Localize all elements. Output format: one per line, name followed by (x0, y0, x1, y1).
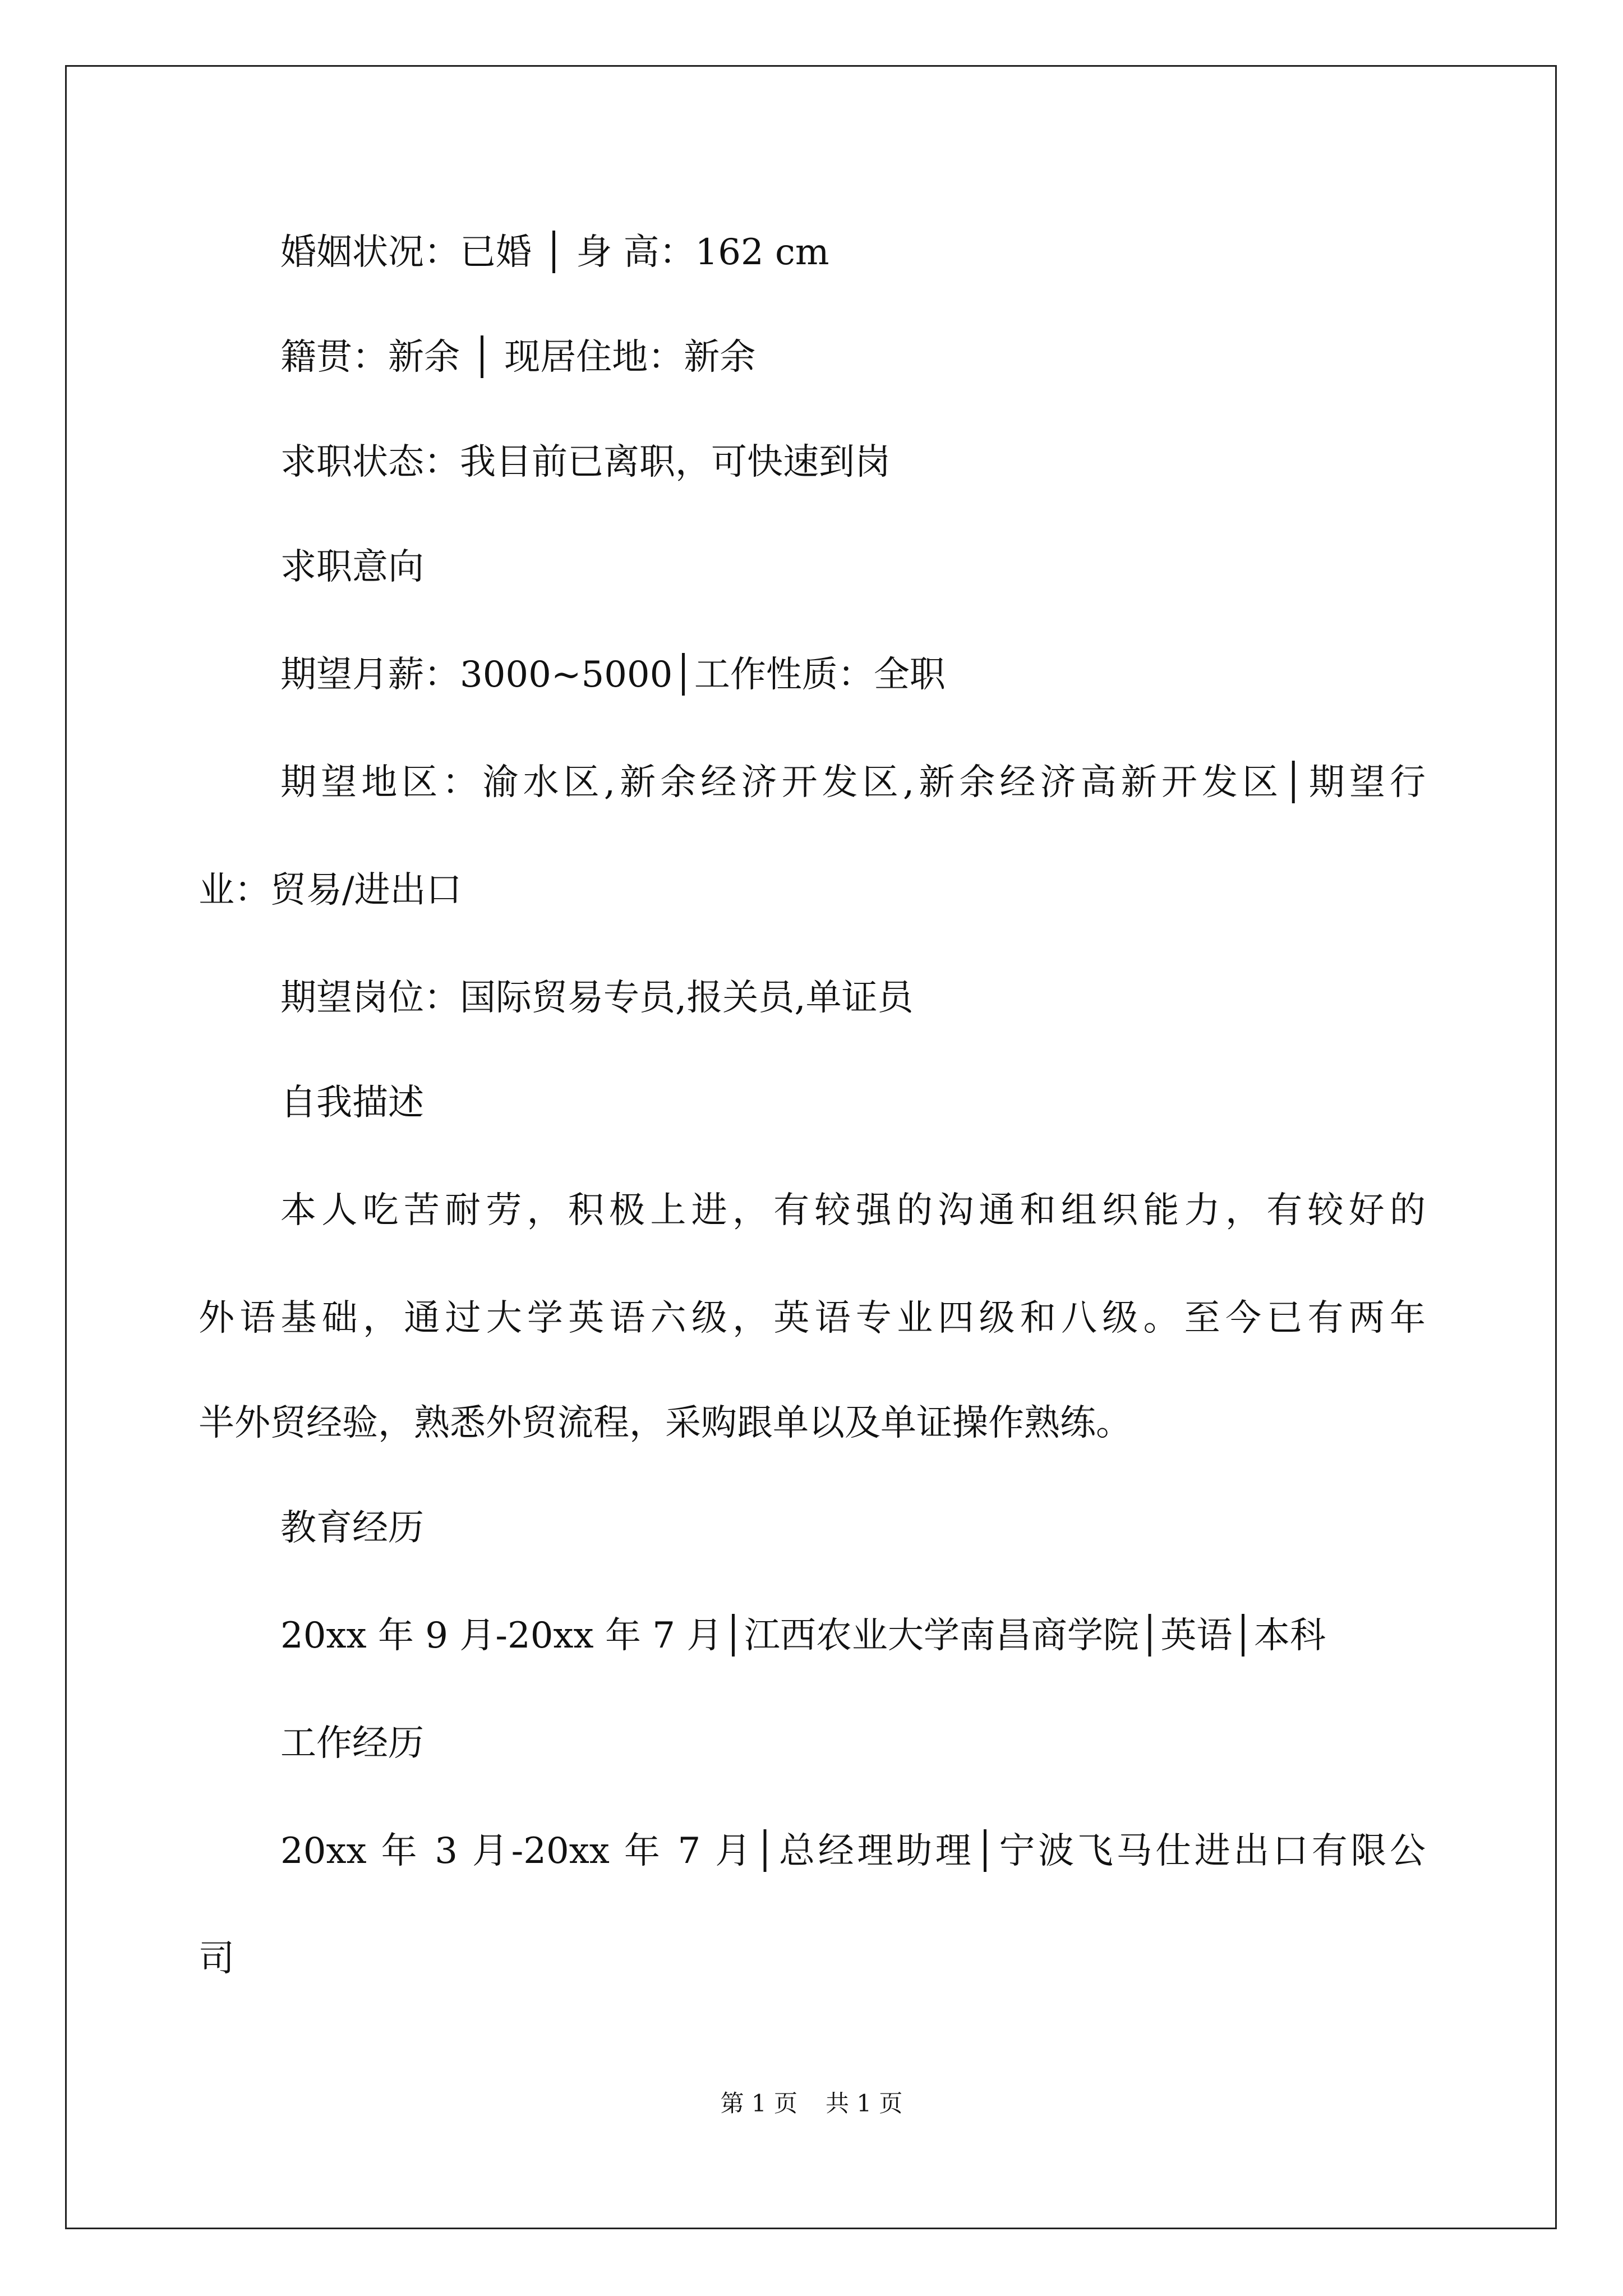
self-description-line-3: 半外贸经验，熟悉外贸流程，采购跟单以及单证操作熟练。 (199, 1402, 1132, 1444)
self-description-line-2: 外语基础，通过大学英语六级，英语专业四级和八级。至今已有两年 (199, 1297, 1426, 1339)
work-experience-heading: 工作经历 (280, 1723, 424, 1764)
self-description-heading: 自我描述 (280, 1082, 424, 1124)
expected-region-line: 期望地区：渝水区,新余经济开发区,新余经济高新开发区│期望行 (280, 762, 1426, 803)
page-number: 第 1 页 (720, 2090, 797, 2117)
education-entry: 20xx 年 9 月-20xx 年 7 月│江西农业大学南昌商学院│英语│本科 (280, 1615, 1326, 1657)
expected-industry-line: 业：贸易/进出口 (199, 869, 462, 911)
page-footer (0, 2088, 1623, 2119)
hometown-residence-line: 籍贯：新余 │ 现居住地：新余 (280, 337, 756, 378)
expected-position-line: 期望岗位：国际贸易专员,报关员,单证员 (280, 977, 914, 1019)
work-entry-line-2: 司 (199, 1938, 234, 1980)
job-status-line: 求职状态：我目前已离职，可快速到岗 (280, 441, 891, 483)
expected-salary-line: 期望月薪：3000~5000│工作性质：全职 (280, 654, 946, 696)
page-total: 共 1 页 (826, 2090, 903, 2117)
self-description-line-1: 本人吃苦耐劳，积极上进，有较强的沟通和组织能力，有较好的 (280, 1190, 1426, 1231)
work-entry-line-1: 20xx 年 3 月-20xx 年 7 月│总经理助理│宁波飞马仕进出口有限公 (280, 1830, 1426, 1872)
job-intention-heading: 求职意向 (280, 546, 424, 588)
education-heading: 教育经历 (280, 1507, 424, 1549)
page-border (65, 65, 1557, 2229)
marital-height-line: 婚姻状况：已婚 │ 身 高：162 cm (280, 232, 829, 273)
